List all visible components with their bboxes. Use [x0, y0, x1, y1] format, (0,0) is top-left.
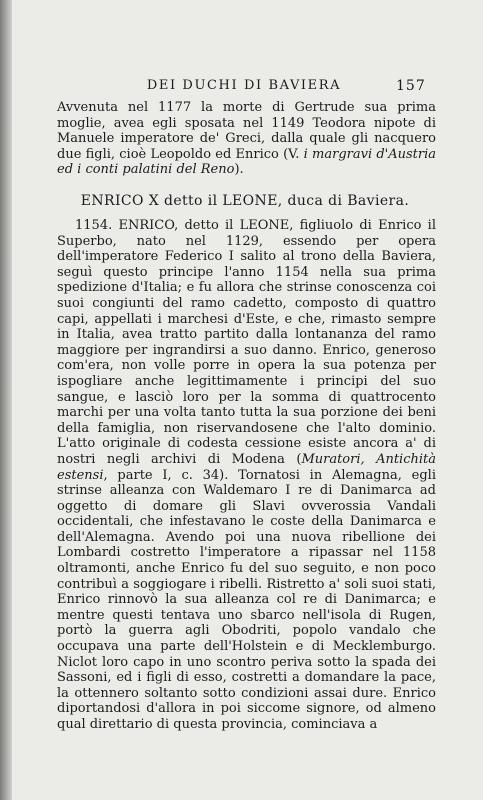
intro-text-end: ).	[234, 162, 244, 178]
body-text-end: , parte I, c. 34). Tornatosi in Alemagna, egli strinse alleanza con Waldemaro I re di Danimarca ad oggetto di domare gli Slavi ovverossia Vandali occidentali, che infestavano le coste della Danimarca e dell'Alemagna. Avendo poi una nuova ribellione dei Lombardi costretto l'imperatore a ripassar nel 1158 oltramonti, anche Enrico fu del suo seguito, e non poco contribuì a soggiogare i ribelli. Ristretto a' soli suoi stati, Enrico rinnovò la sua alleanza col re di Danimarca; e mentre questi tentava uno sbarco nell'isola di Rugen, portò la guerra agli Obodriti, popolo vandalo che occupava una parte dell'Holstein e di Mecklemburgo. Niclot loro capo in uno scontro periva sotto la spada dei Sassoni, ed i figli di esso, costretti a domandare la pace, la ottennero soltanto sotto condizioni assai dure. Enrico diportandosi d'allora in poi siccome signore, od almeno qual direttario di questa provincia, cominciava a	[57, 467, 436, 732]
body-italic-citation: Muratori, Antichità estensi	[57, 451, 437, 483]
intro-text: Avvenuta nel 1177 la morte di Gertrude sua prima moglie, avea egli sposata nel 1149 Teodora nipote di Manuele imperatore de' Greci, dalla quale gli nacquero due figli, cioè Leopoldo ed Enrico (V.	[57, 100, 436, 162]
intro-paragraph	[57, 100, 436, 178]
section-title: ENRICO X detto il LEONE, duca di Baviera.	[80, 193, 410, 209]
running-header: DEI DUCHI DI BAVIERA	[146, 78, 342, 93]
body-paragraph	[57, 218, 436, 733]
body-text: 1154. ENRICO, detto il LEONE, figliuolo di Enrico il Superbo, nato nel 1129, essendo per opera dell'imperatore Federico I salito al trono della Baviera, seguì questo principe l'anno 1154 nella sua prima spedizione d'Italia; e fu allora che strinse conoscenza coi suoi congiunti del ramo cadetto, composto di quattro capi, appellati i marchesi d'Este, e che, rimasto sempre in Italia, avea tratto partito dalla lontananza del ramo maggiore per ingrandirsi a suo danno. Enrico, generoso com'era, non volle porre in opera la sua potenza per ispogliare anche legittimamente i principi del suo sangue, e lasciò loro per la somma di quattrocento marchi per una volta tanto tutta la sua porzione dei beni della famiglia, non riservandosene che l'alto dominio. L'atto originale di codesta cessione esiste ancora a' di nostri negli archivi di Modena (	[57, 218, 436, 467]
book-gutter-shadow	[0, 0, 12, 800]
intro-italic-reference: i margravi d'Austria ed i conti palatini del Reno	[57, 146, 436, 178]
page-number: 157	[396, 78, 426, 94]
